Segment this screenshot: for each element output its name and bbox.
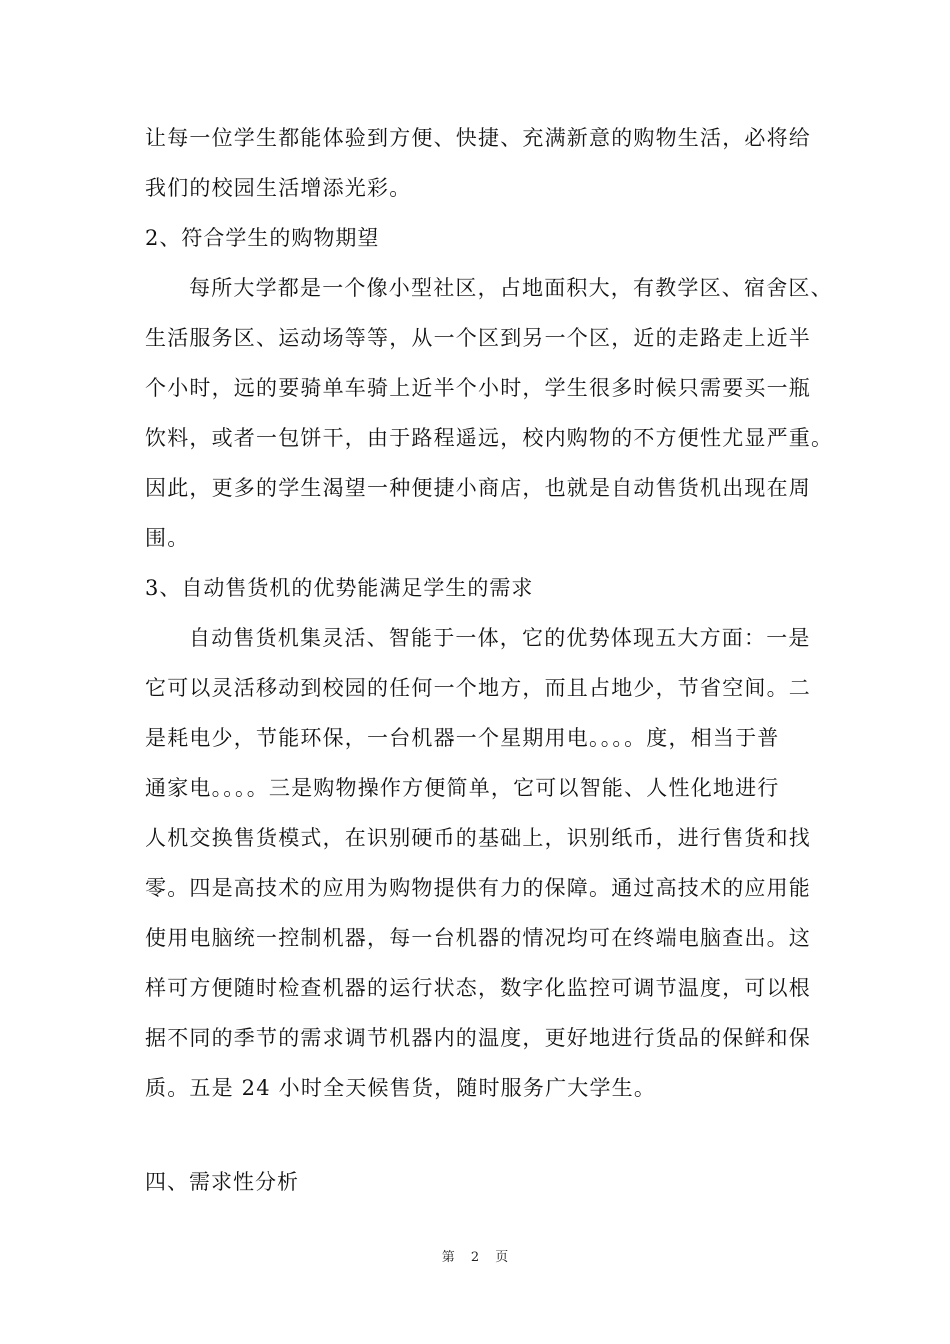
page-number-prefix: 第: [441, 1250, 455, 1265]
section-heading-4: 四、需求性分析: [145, 1170, 299, 1194]
body-text-line: 我们的校园生活增添光彩。: [145, 176, 412, 200]
body-text-line: 质。五是 24 小时全天候售货，随时服务广大学生。: [145, 1076, 657, 1100]
body-text-line: 让每一位学生都能体验到方便、快捷、充满新意的购物生活，必将给: [145, 126, 811, 150]
body-text-line: 人机交换售货模式，在识别硬币的基础上，识别纸币，进行售货和找: [145, 826, 811, 850]
body-text-line: 是耗电少，节能环保，一台机器一个星期用电。。。。度，相当于普: [145, 726, 780, 750]
body-text-line: 它可以灵活移动到校园的任何一个地方，而且占地少，节省空间。二: [145, 676, 811, 700]
page-footer: [0, 1250, 950, 1266]
section-heading-2: 2、符合学生的购物期望: [145, 226, 380, 250]
body-text-line: 因此，更多的学生渴望一种便捷小商店，也就是自动售货机出现在周: [145, 476, 811, 500]
body-text-line: 据不同的季节的需求调节机器内的温度，更好地进行货品的保鲜和保: [145, 1026, 811, 1050]
body-text-line: 使用电脑统一控制机器，每一台机器的情况均可在终端电脑查出。这: [145, 926, 811, 950]
body-text-line: 个小时，远的要骑单车骑上近半个小时，学生很多时候只需要买一瓶: [145, 376, 811, 400]
paragraph-first-line: 每所大学都是一个像小型社区，占地面积大，有教学区、宿舍区、: [189, 276, 833, 300]
page-number: 2: [470, 1250, 480, 1265]
body-text-line: 围。: [145, 526, 190, 550]
section-heading-3: 3、自动售货机的优势能满足学生的需求: [145, 576, 534, 600]
paragraph-first-line: 自动售货机集灵活、智能于一体，它的优势体现五大方面：一是: [189, 626, 811, 650]
body-text-line: 样可方便随时检查机器的运行状态，数字化监控可调节温度，可以根: [145, 976, 811, 1000]
body-text-line: 生活服务区、运动场等等，从一个区到另一个区，近的走路走上近半: [145, 326, 811, 350]
body-text-line: 饮料，或者一包饼干，由于路程遥远，校内购物的不方便性尤显严重。: [145, 426, 834, 450]
page-number-suffix: 页: [495, 1250, 509, 1265]
body-text-line: 通家电。。。。三是购物操作方便简单，它可以智能、人性化地进行: [145, 776, 780, 800]
body-text-line: 零。四是高技术的应用为购物提供有力的保障。通过高技术的应用能: [145, 876, 811, 900]
